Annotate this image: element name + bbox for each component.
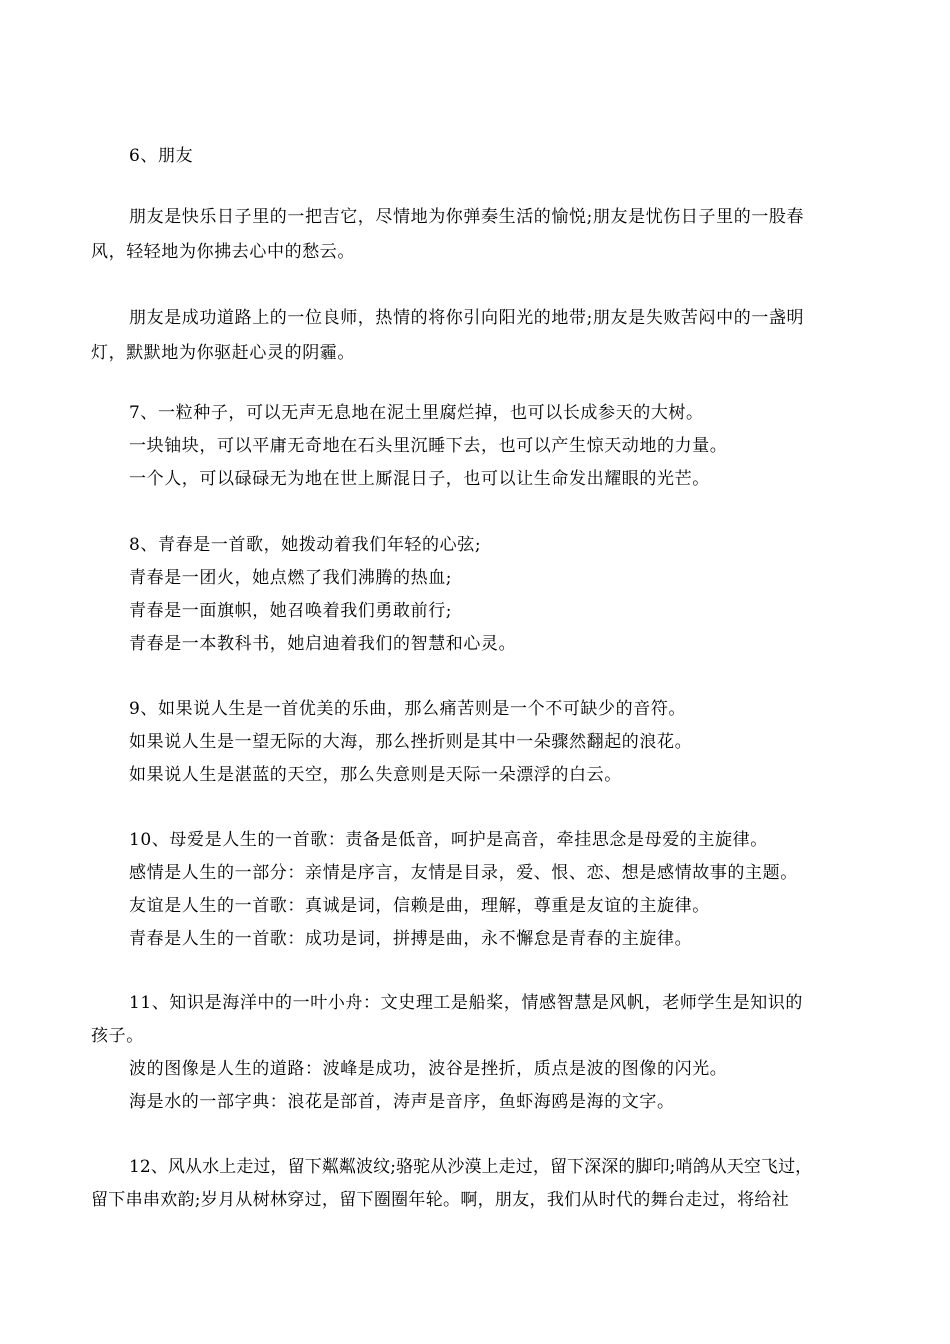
section-heading: 6、朋友 bbox=[129, 146, 194, 166]
paragraph-line: 青春是一面旗帜，她召唤着我们勇敢前行; bbox=[129, 601, 453, 621]
paragraph-line: 灯，默默地为你驱赶心灵的阴霾。 bbox=[91, 343, 355, 363]
paragraph-line: 感情是人生的一部分：亲情是序言，友情是目录，爱、恨、恋、想是感情故事的主题。 bbox=[129, 863, 798, 883]
paragraph-line: 孩子。 bbox=[91, 1026, 144, 1046]
paragraph-line: 10、母爱是人生的一首歌：责备是低音，呵护是高音，牵挂思念是母爱的主旋律。 bbox=[129, 830, 768, 850]
paragraph-line: 友谊是人生的一首歌：真诚是词，信赖是曲，理解，尊重是友谊的主旋律。 bbox=[129, 896, 710, 916]
paragraph-line: 青春是一团火，她点燃了我们沸腾的热血; bbox=[129, 568, 453, 588]
paragraph-line: 留下串串欢韵;岁月从树林穿过，留下圈圈年轮。啊，朋友，我们从时代的舞台走过，将给社 bbox=[91, 1190, 790, 1210]
paragraph-line: 一个人，可以碌碌无为地在世上厮混日子，也可以让生命发出耀眼的光芒。 bbox=[129, 469, 710, 489]
paragraph-line: 12、风从水上走过，留下粼粼波纹;骆驼从沙漠上走过，留下深深的脚印;哨鸽从天空飞过， bbox=[129, 1157, 813, 1177]
paragraph-line: 如果说人生是湛蓝的天空，那么失意则是天际一朵漂浮的白云。 bbox=[129, 765, 622, 785]
paragraph-line: 如果说人生是一望无际的大海，那么挫折则是其中一朵骤然翻起的浪花。 bbox=[129, 732, 693, 752]
paragraph-line: 7、一粒种子，可以无声无息地在泥土里腐烂掉，也可以长成参天的大树。 bbox=[129, 403, 704, 423]
paragraph-line: 海是水的一部字典：浪花是部首，涛声是音序，鱼虾海鸥是海的文字。 bbox=[129, 1092, 675, 1112]
paragraph-line: 9、如果说人生是一首优美的乐曲，那么痛苦则是一个不可缺少的音符。 bbox=[129, 699, 687, 719]
paragraph-line: 朋友是成功道路上的一位良师，热情的将你引向阳光的地带;朋友是失败苦闷中的一盏明 bbox=[129, 308, 805, 328]
paragraph-line: 8、青春是一首歌，她拨动着我们年轻的心弦; bbox=[129, 535, 482, 555]
paragraph-line: 朋友是快乐日子里的一把吉它，尽情地为你弹奏生活的愉悦;朋友是忧伤日子里的一股春 bbox=[129, 207, 805, 227]
paragraph-line: 青春是一本教科书，她启迪着我们的智慧和心灵。 bbox=[129, 634, 517, 654]
paragraph-line: 波的图像是人生的道路：波峰是成功，波谷是挫折，质点是波的图像的闪光。 bbox=[129, 1059, 728, 1079]
paragraph-line: 一块铀块，可以平庸无奇地在石头里沉睡下去，也可以产生惊天动地的力量。 bbox=[129, 436, 728, 456]
paragraph-line: 风，轻轻地为你拂去心中的愁云。 bbox=[91, 242, 355, 262]
paragraph-line: 青春是人生的一首歌：成功是词，拼搏是曲，永不懈怠是青春的主旋律。 bbox=[129, 929, 693, 949]
paragraph-line: 11、知识是海洋中的一叶小舟：文史理工是船桨，情感智慧是风帆，老师学生是知识的 bbox=[129, 993, 804, 1013]
